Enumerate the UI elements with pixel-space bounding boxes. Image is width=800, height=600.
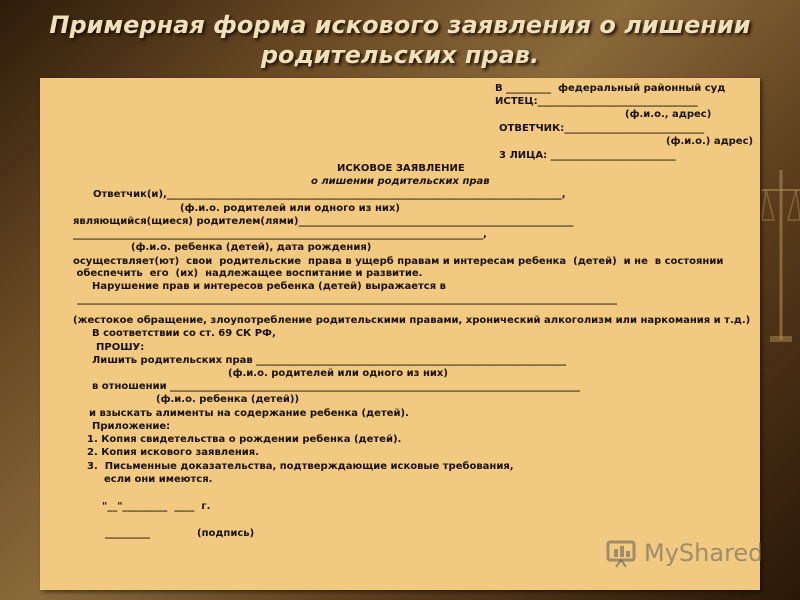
exercises-line-1: осуществляет(ют) свои родительские права в ущерб правам и интересам ребенка (детей) и не в состоянии <box>73 256 724 267</box>
violation-line: Нарушение прав и интересов ребенка (детей) выражается в <box>92 281 446 292</box>
slide-title <box>0 10 800 70</box>
myshared-watermark <box>606 536 763 570</box>
alimony-line: и взыскать алименты на содержание ребенка (детей). <box>89 408 409 419</box>
request-line: ПРОШУ: <box>96 342 145 353</box>
attachment-3-continuation: если они имеются. <box>104 474 213 485</box>
attachments-heading: Приложение: <box>92 421 171 432</box>
defendant-line: ОТВЕТЧИК:____________________________ <box>499 123 705 134</box>
child-hint: (ф.и.о. ребенка (детей), дата рождения) <box>131 242 372 253</box>
scales-of-justice-icon <box>762 170 800 350</box>
slide-title-line-1: Примерная форма искового заявления о лишении <box>49 11 751 39</box>
claim-form-document <box>40 78 760 590</box>
respondent-line: Ответчик(и),_______________________________________________________________________________, <box>93 189 566 200</box>
article-line: В соответствии со ст. 69 СК РФ, <box>92 328 276 339</box>
defendant-hint: (ф.и.о.) адрес) <box>666 136 754 147</box>
being-parent-line: являющийся(щиеся) родителем(лями)_______________________________________________________ <box>73 216 574 227</box>
attachment-1: 1. Копия свидетельства о рождении ребенка (детей). <box>87 434 402 445</box>
claim-heading: ИСКОВОЕ ЗАЯВЛЕНИЕ <box>337 163 465 174</box>
third-party-line: 3 ЛИЦА: _________________________ <box>499 150 676 161</box>
long-blank-line: ____________________________________________________________________________________________________________ <box>77 294 617 305</box>
blank-line: __________________________________________________________________________________, <box>73 229 487 240</box>
signature-label: (подпись) <box>197 528 255 539</box>
claim-subheading: о лишении родительских прав <box>311 176 490 187</box>
signature-blank: _________ <box>105 528 150 539</box>
exercises-line-2: обеспечить его (их) надлежащее воспитание и развитие. <box>73 268 423 279</box>
court-line: В _________ федеральный районный суд <box>495 83 726 94</box>
date-line: "__"_________ ____ г. <box>102 501 211 512</box>
myshared-logo-icon <box>606 538 638 568</box>
attachment-2: 2. Копия искового заявления. <box>87 447 260 458</box>
slide-title-line-2: родительских прав. <box>260 41 540 69</box>
deprive-hint: (ф.и.о. родителей или одного из них) <box>228 368 448 379</box>
watermark-text: MyShared <box>644 539 764 567</box>
regarding-line: в отношении __________________________________________________________________________________ <box>92 381 581 392</box>
plaintiff-line: ИСТЕЦ:________________________________ <box>495 96 698 107</box>
respondent-hint: (ф.и.о. родителей или одного из них) <box>180 203 400 214</box>
plaintiff-hint: (ф.и.о., адрес) <box>625 109 712 120</box>
attachment-3: 3. Письменные доказательства, подтверждающие исковые требования, <box>87 461 514 472</box>
deprive-line: Лишить родительских прав ______________________________________________________________ <box>92 355 567 366</box>
abuse-list-line: (жестокое обращение, злоупотребление родительскими правами, хронический алкоголизм или наркомания и т.д.) <box>73 315 751 326</box>
regarding-hint: (ф.и.о. ребенка (детей)) <box>156 394 300 405</box>
